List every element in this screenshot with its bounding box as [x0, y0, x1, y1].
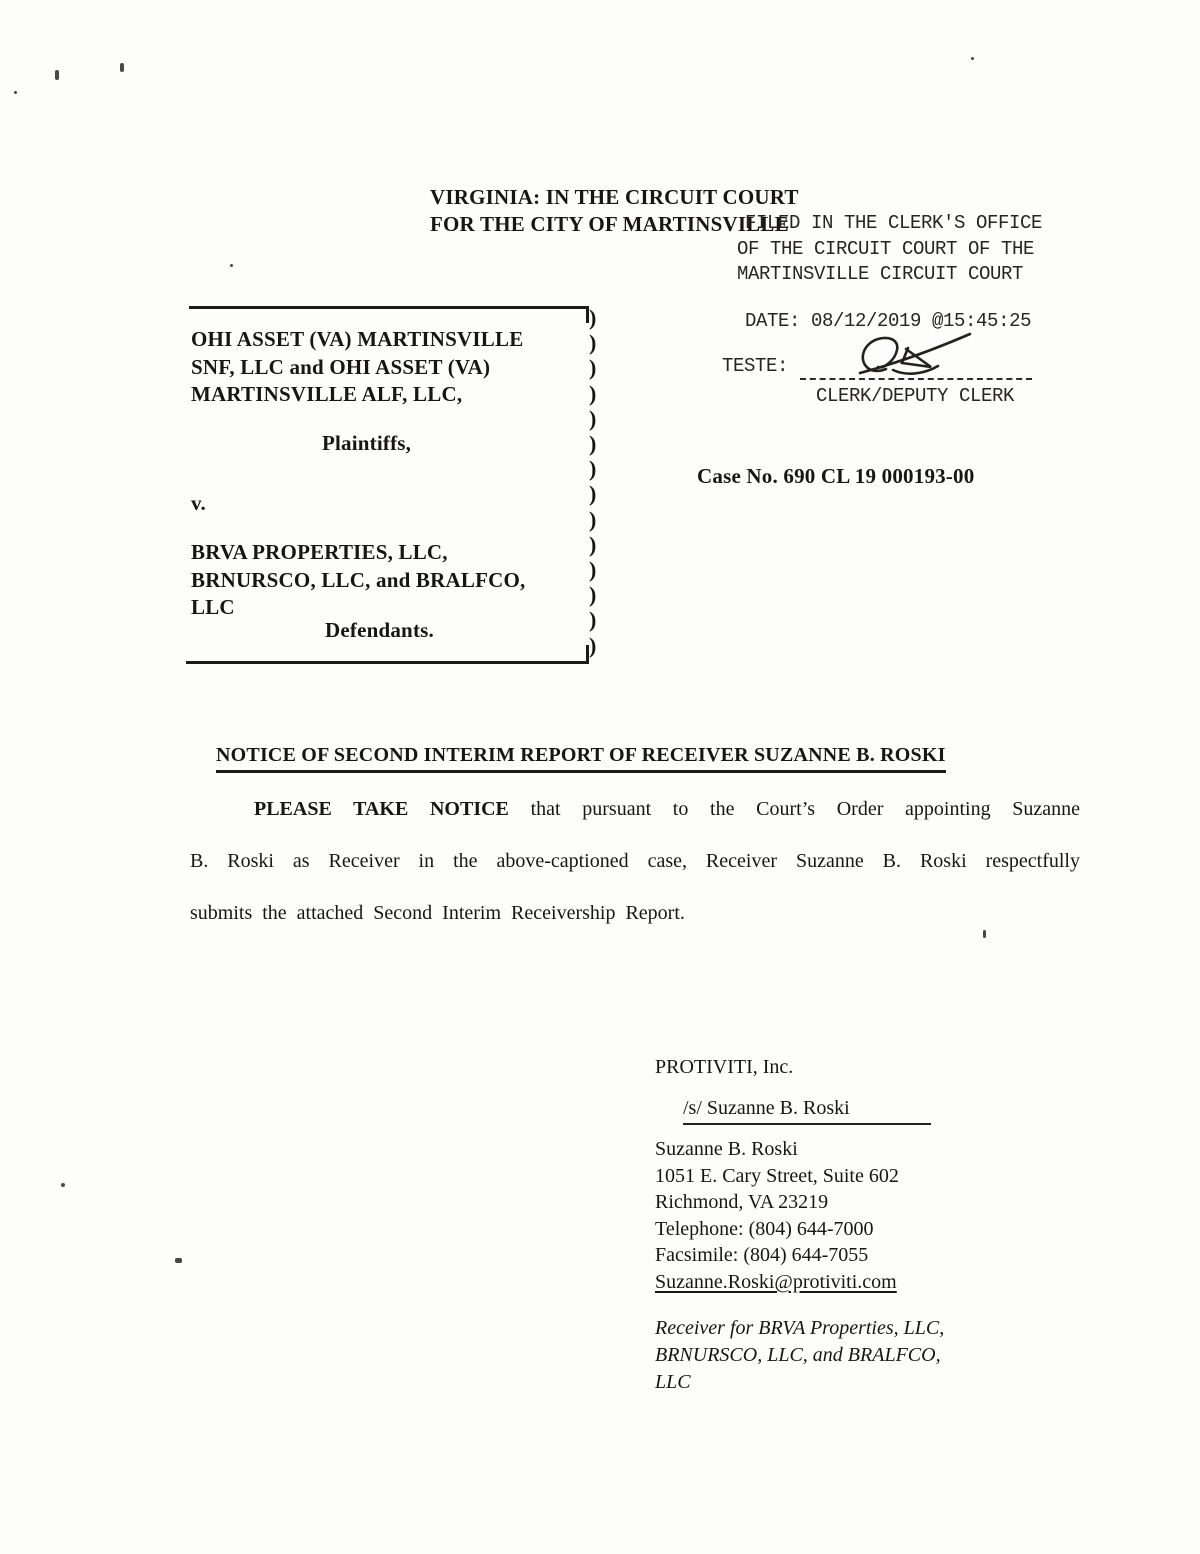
notice-body-line2: B. Roski as Receiver in the above-captioned case, Receiver Suzanne B. Roski respectfully: [190, 850, 1080, 872]
scan-speckle: [61, 1183, 65, 1187]
defendant-names: BRVA PROPERTIES, LLC, BRNURSCO, LLC, and BRALFCO, LLC: [191, 540, 526, 619]
please-take-notice-phrase: PLEASE TAKE NOTICE: [254, 798, 509, 820]
case-number: Case No. 690 CL 19 000193-00: [697, 464, 975, 488]
plaintiff-names: OHI ASSET (VA) MARTINSVILLE SNF, LLC and OHI ASSET (VA) MARTINSVILLE ALF, LLC,: [191, 327, 524, 406]
date-value: 08/12/2019 @15:45:25: [811, 310, 1032, 332]
scan-speckle: [971, 57, 974, 60]
clerk-filed-stamp: [737, 211, 1042, 288]
signer-address-line1: 1051 E. Cary Street, Suite 602: [655, 1164, 899, 1187]
signature-block: [655, 1054, 944, 1396]
filed-stamp-line: OF THE CIRCUIT COURT OF THE: [737, 237, 1035, 260]
notice-body: [190, 796, 1080, 952]
clerk-initials-signature-icon: [848, 327, 980, 385]
signer-phone: Telephone: (804) 644-7000: [655, 1217, 874, 1240]
signer-name: Suzanne B. Roski: [655, 1138, 798, 1160]
receiver-role: Receiver for BRVA Properties, LLC, BRNURSCO, LLC, and BRALFCO, LLC: [655, 1317, 945, 1393]
court-header-line2: FOR THE CITY OF MARTINSVILLE: [430, 212, 789, 236]
scan-speckle: [55, 70, 59, 80]
scan-speckle: [14, 91, 17, 94]
signing-firm: PROTIVITI, Inc.: [655, 1056, 794, 1078]
filed-stamp-line: FILED IN THE CLERK'S OFFICE: [745, 212, 1043, 234]
conformed-signature: /s/ Suzanne B. Roski: [683, 1095, 931, 1126]
signer-address-line2: Richmond, VA 23219: [655, 1191, 829, 1213]
teste-label: TESTE:: [722, 355, 789, 377]
notice-body-line3: submits the attached Second Interim Receivership Report.: [190, 902, 685, 924]
court-header-line1: VIRGINIA: IN THE CIRCUIT COURT: [430, 185, 799, 209]
scan-speckle: [120, 63, 124, 72]
notice-body-line1: PLEASE TAKE NOTICE that pursuant to the Court’s Order appointing Suzanne: [254, 798, 1081, 820]
date-label: DATE:: [745, 310, 801, 332]
signer-fax: Facsimile: (804) 644-7055: [655, 1244, 869, 1266]
scan-speckle: [175, 1258, 182, 1263]
plaintiffs-label: Plaintiffs,: [322, 431, 412, 455]
clerk-deputy-clerk-label: CLERK/DEPUTY CLERK: [816, 385, 1015, 407]
caption-box-top-rule: [189, 306, 589, 309]
signer-email: Suzanne.Roski@protiviti.com: [655, 1270, 897, 1293]
scan-speckle: [230, 264, 233, 267]
caption-paren-column: ) ) ) ) ) ) ) ) ) ) ) ) ) ): [589, 305, 597, 658]
versus-label: v.: [191, 491, 206, 515]
filed-stamp-line: MARTINSVILLE CIRCUIT COURT: [737, 263, 1024, 285]
defendants-label: Defendants.: [325, 618, 434, 642]
caption-box-bottom-rule: [186, 661, 589, 664]
notice-title: NOTICE OF SECOND INTERIM REPORT OF RECEIVER SUZANNE B. ROSKI: [216, 744, 946, 773]
